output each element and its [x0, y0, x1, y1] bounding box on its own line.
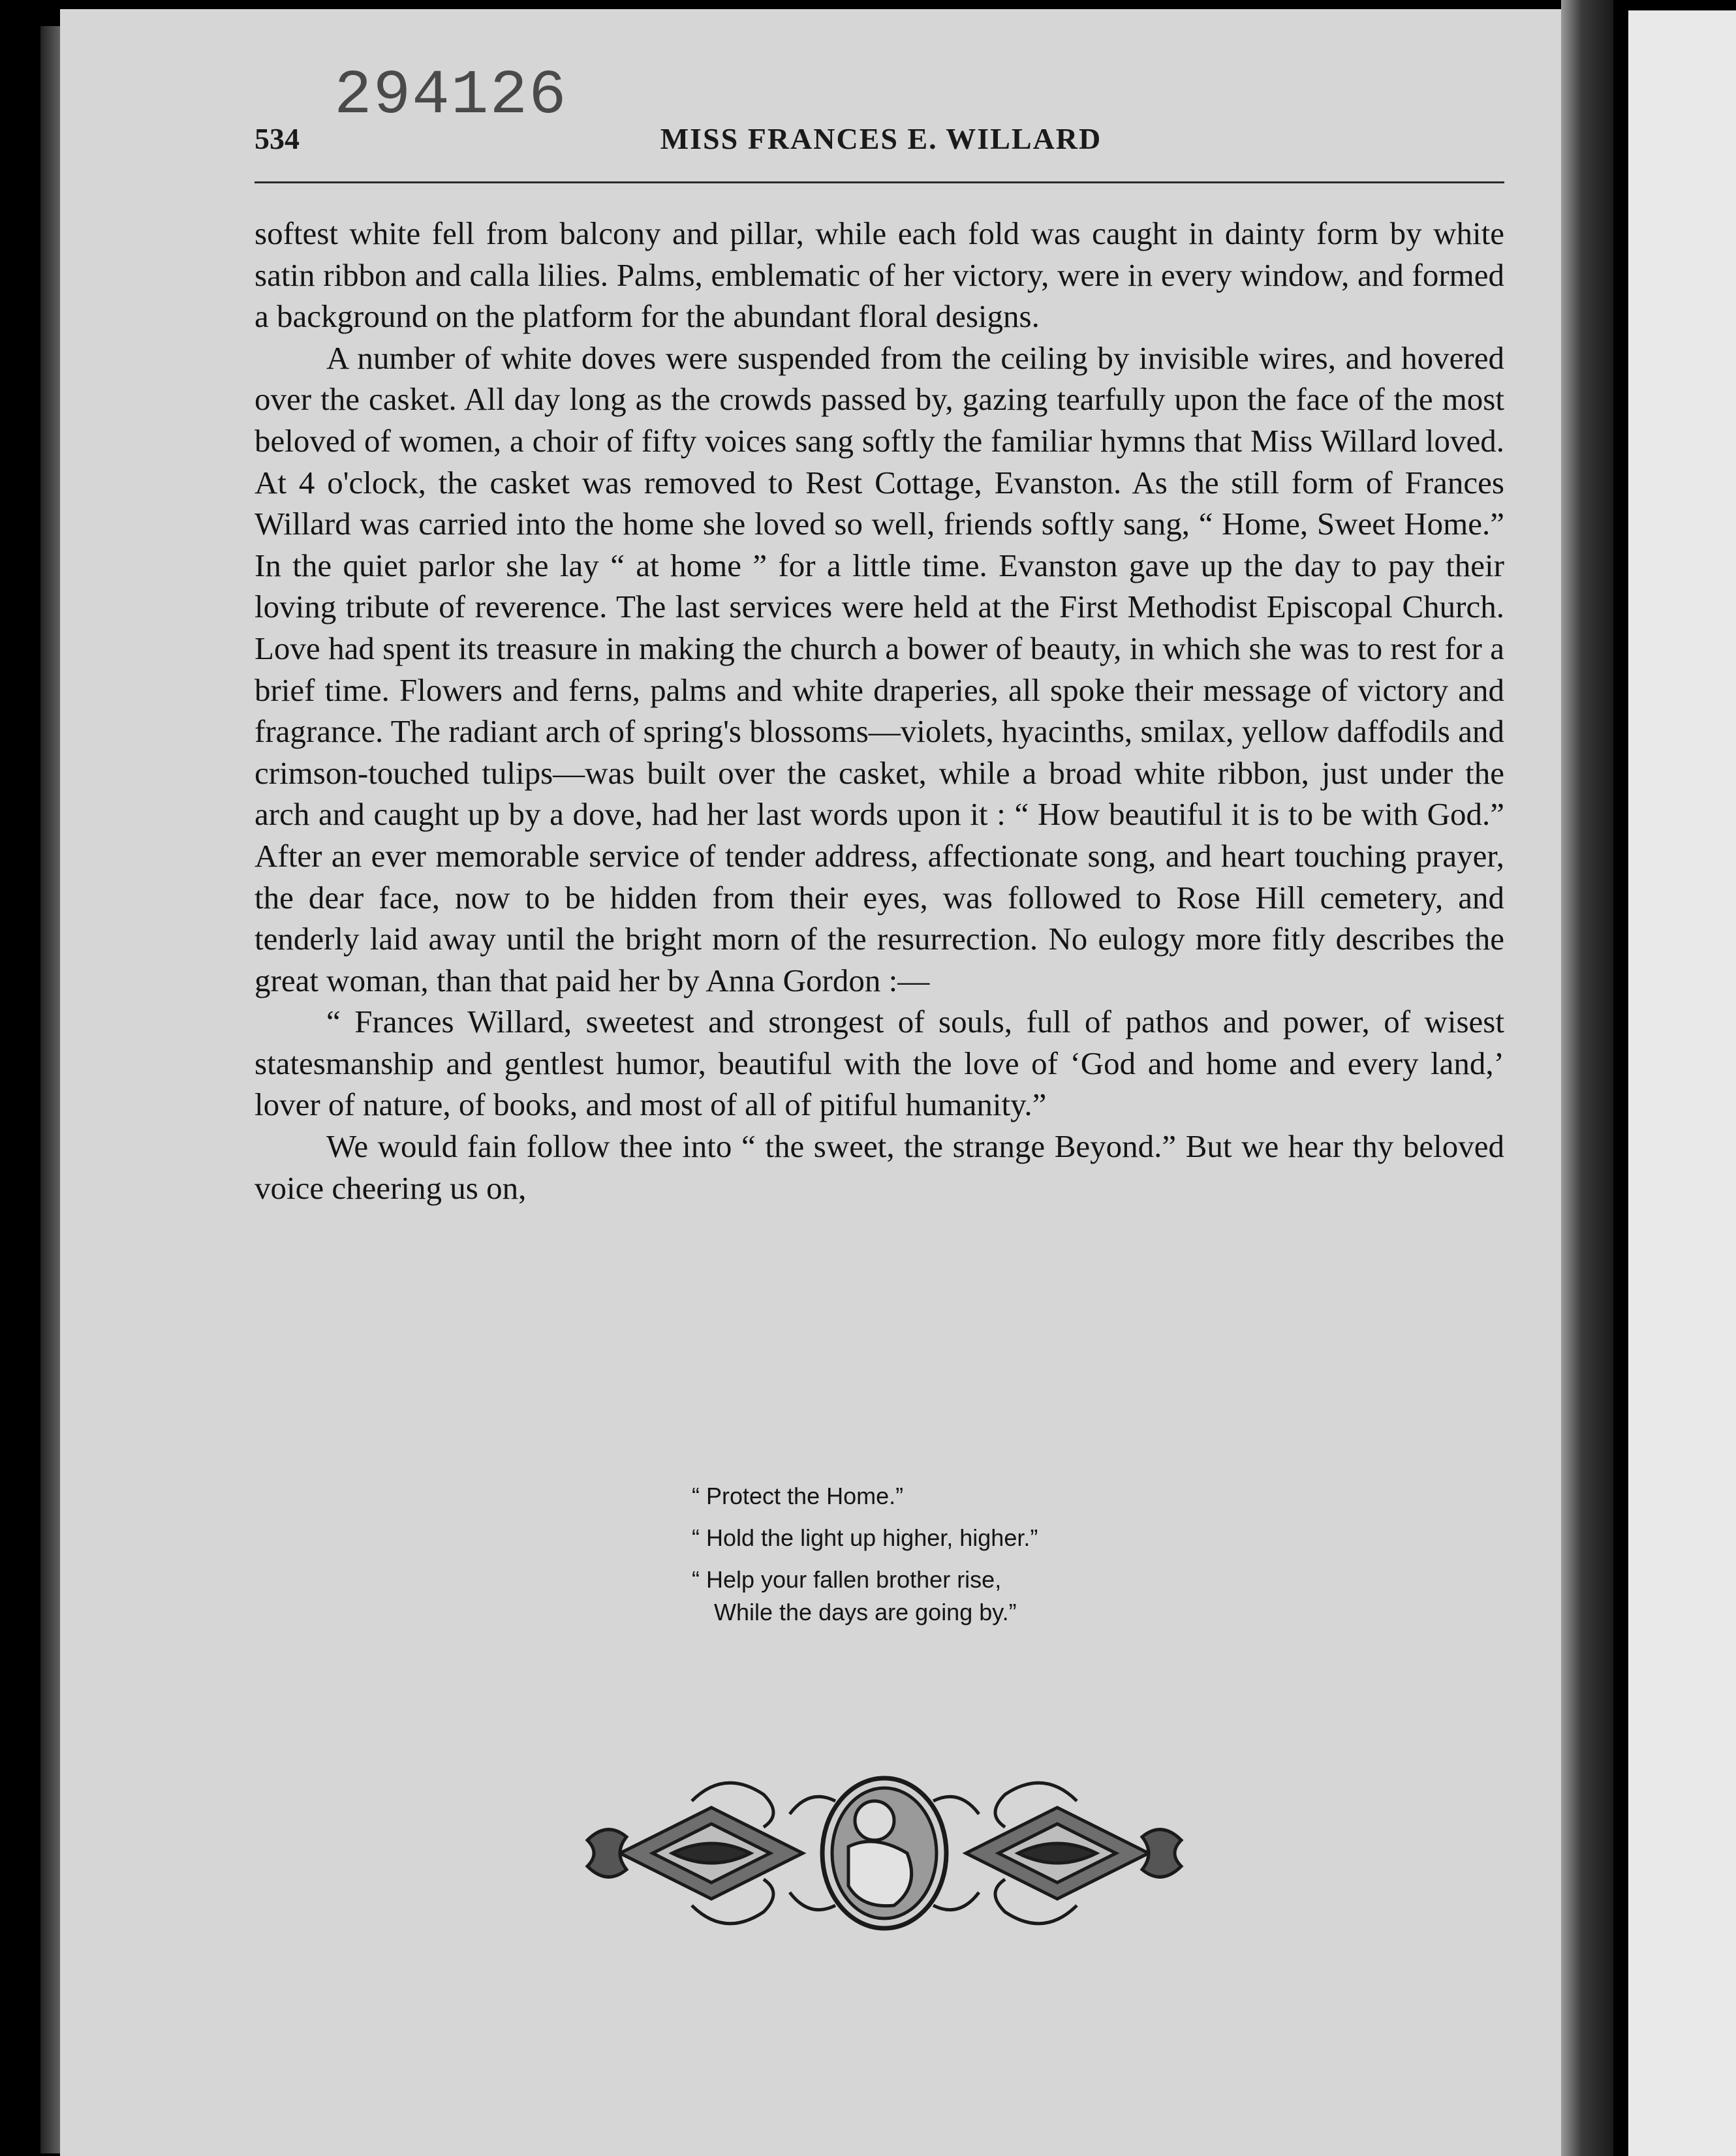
paragraph-eulogy-quote: “ Frances Willard, sweetest and strongest of souls, full of pathos and power, of wisest statesmanship and gentlest humor, beautiful with the love of ‘God and home and every land,’ lover of nature, of books, and most of all of pitiful humanity.”: [255, 1004, 1504, 1123]
page-number: 534: [255, 122, 300, 155]
book-gutter: [1561, 0, 1613, 2156]
catalog-stamp-number: 294126: [334, 60, 568, 131]
body-text: [255, 213, 1504, 1209]
paragraph-continued: softest white fell from balcony and pillar, while each fold was caught in dainty form by white satin ribbon and calla lilies. Palms, emblematic of her victory, were in every window, and formed a background on the platform for the abundant floral designs.: [255, 215, 1504, 335]
running-head: MISS FRANCES E. WILLARD: [660, 122, 1102, 155]
verse-line: “ Protect the Home.”: [692, 1483, 904, 1509]
verse-line: “ Hold the light up higher, higher.”: [692, 1524, 1038, 1551]
paragraph-funeral: A number of white doves were suspended from the ceiling by invisible wires, and hovered over the casket. All day long as the crowds passed by, gazing tearfully upon the face of the most beloved of women, a choir of fifty voices sang softly the familiar hymns that Miss Willard loved. At 4 o'clock, the casket was removed to Rest Cottage, Evanston. As the still form of Frances Willard was carried into the home she loved so well, friends softly sang, “ Home, Sweet Home.” In the quiet parlor she lay “ at home ” for a little time. Evanston gave up the day to pay their loving tribute of reverence. The last services were held at the First Methodist Episcopal Church. Love had spent its treasure in making the church a bower of beauty, in which she was to rest for a brief time. Flowers and ferns, palms and white draperies, all spoke their message of victory and fragrance. The radiant arch of spring's blossoms—violets, hyacinths, smilax, yellow daffodils and crimson-touched tulips—was built over the casket, while a broad white ribbon, just under the arch and caught up by a dove, had her last words upon it : “ How beautiful it is to be with God.” After an ever memorable service of tender address, affectionate song, and heart touching prayer, the dear face, now to be hidden from their eyes, was followed to Rose Hill cemetery, and tenderly laid away until the bright morn of the resurrection. No eulogy more fitly describes the great woman, than that paid her by Anna Gordon :—: [255, 339, 1504, 998]
verse-line: While the days are going by.”: [714, 1599, 1017, 1625]
facing-page-edge: [1628, 10, 1736, 2156]
closing-verses: [692, 1480, 1279, 1629]
page-header: [255, 116, 1504, 168]
decorative-tailpiece-ornament: [574, 1755, 1194, 1951]
header-rule: [255, 181, 1504, 183]
paragraph-closing: We would fain follow thee into “ the sweet, the strange Beyond.” But we hear thy beloved voice cheering us on,: [255, 1128, 1504, 1206]
verse-line: “ Help your fallen brother rise,: [692, 1566, 1002, 1593]
